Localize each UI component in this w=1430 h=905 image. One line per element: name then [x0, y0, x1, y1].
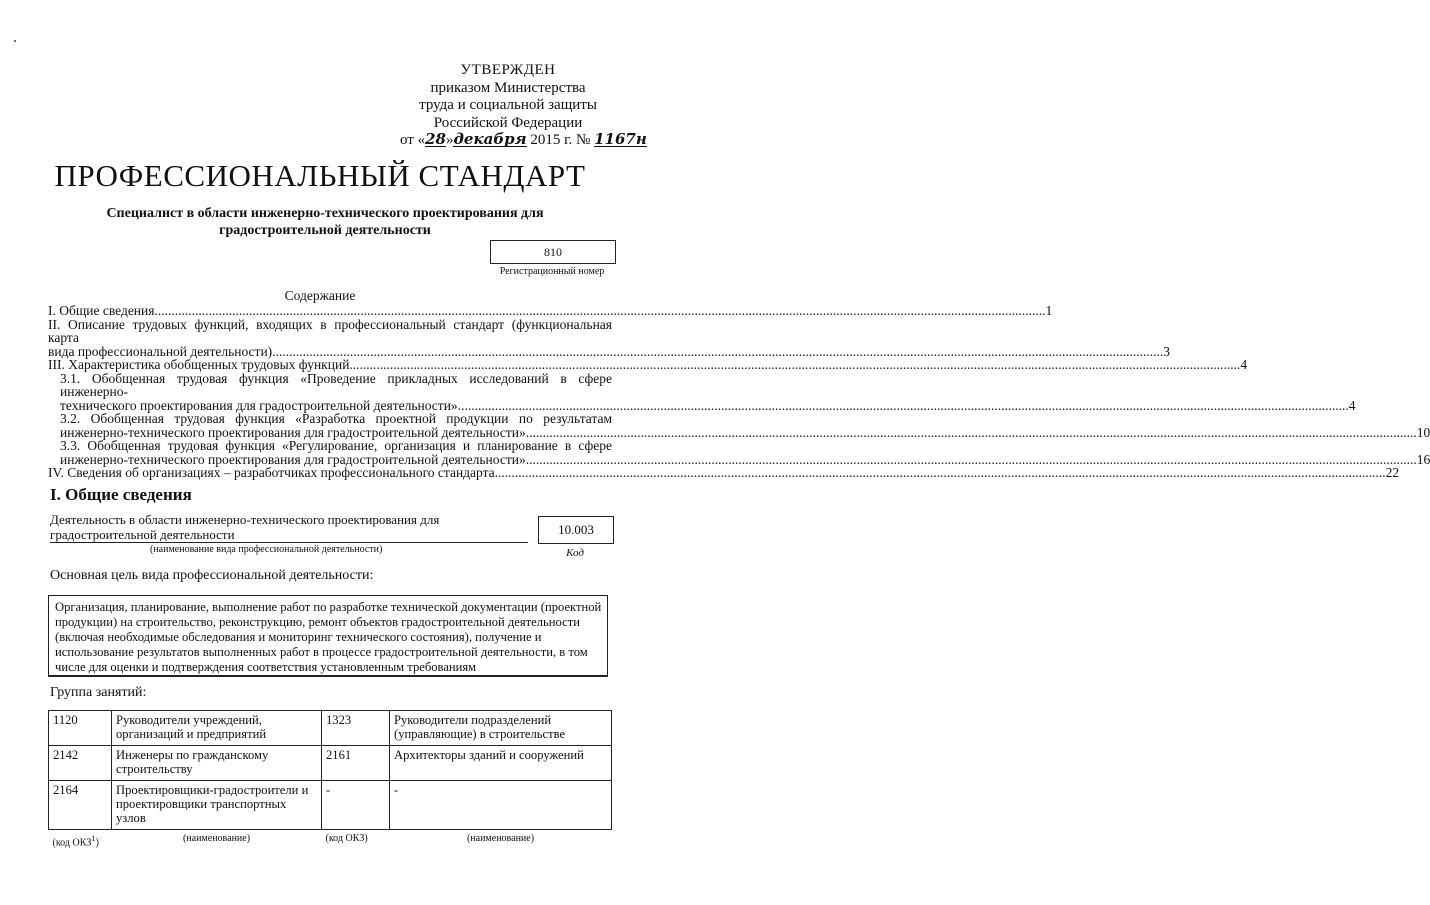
- toc-entry-text: IV. Сведения об организациях – разработчиках профессионального стандарта: [48, 465, 495, 480]
- subtitle-line-2: градостроительной деятельности: [219, 223, 431, 238]
- toc-entry-line1: 3.1. Обобщенная трудовая функция «Проведение прикладных исследований в сфере инженерно-: [60, 370, 612, 399]
- caption-text: (код ОКЗ: [52, 837, 92, 849]
- occupation-group-label: Группа занятий:: [50, 685, 147, 700]
- goal-label: Основная цель вида профессиональной деятельности:: [50, 568, 374, 583]
- occupation-table: [48, 710, 612, 854]
- toc-entry-text: инженерно-технического проектирования для градостроительной деятельности»: [60, 451, 526, 467]
- document-subtitle: [60, 205, 590, 239]
- toc-entry-text: технического проектирования для градостроительной деятельности»: [60, 397, 458, 413]
- order-from: от «: [400, 132, 426, 148]
- toc-heading: Содержание: [284, 288, 356, 303]
- okz-code-cell: 1120: [49, 711, 112, 746]
- toc-entry: [48, 397, 1356, 413]
- activity-code-box: 10.003: [538, 516, 614, 544]
- order-day: 28: [425, 130, 446, 148]
- toc-entry: [48, 424, 1430, 440]
- activity-name: [50, 512, 520, 542]
- activity-line-1: Деятельность в области инженерно-технического проектирования для: [50, 512, 440, 527]
- toc-entry: [48, 357, 1248, 372]
- caption-row: [49, 830, 612, 855]
- document-title: ПРОФЕССИОНАЛЬНЫЙ СТАНДАРТ: [54, 158, 586, 193]
- toc-entry: [48, 451, 1430, 467]
- caption-okz-code-2: (код ОКЗ): [322, 830, 390, 855]
- table-row: [49, 746, 612, 781]
- toc-entry-text: I. Общие сведения: [48, 303, 155, 318]
- subtitle-line-1: Специалист в области инженерно-технического проектирования для: [106, 206, 544, 221]
- toc-leader: [349, 358, 1240, 372]
- goal-text-box: Организация, планирование, выполнение работ по разработке технической документации (проектной продукции) на строительство, реконструкцию, ремонт объектов градостроительной деятельности (включая необходимые обследования и мониторинг технического состояния), получение и использование результатов выполненных работ в процессе градостроительной деятельности, в том числе для оценки и подтверждения соответствия установленным требованиям: [48, 595, 608, 677]
- occupation-name-cell: Руководители подразделений (управляющие) в строительстве: [390, 711, 612, 746]
- toc-leader: [526, 453, 1417, 467]
- approval-line-ministry: приказом Министерства: [430, 79, 586, 96]
- okz-code-cell: 2164: [49, 781, 112, 830]
- activity-caption: (наименование вида профессиональной деятельности): [150, 544, 383, 555]
- caption-name: (наименование): [112, 830, 322, 855]
- okz-code-cell: 2142: [49, 746, 112, 781]
- approval-block: [398, 62, 647, 150]
- toc-page: 4: [1348, 397, 1356, 413]
- order-year: 2015 г. №: [530, 132, 591, 148]
- order-number: 1167н: [594, 130, 647, 148]
- toc-entry-text: инженерно-технического проектирования для градостроительной деятельности»: [60, 424, 526, 440]
- occupation-name-cell: Проектировщики-градостроители и проектировщики транспортных узлов: [112, 781, 322, 830]
- activity-underline: [50, 542, 528, 543]
- toc-page: 4: [1240, 357, 1248, 372]
- toc-page: 10: [1416, 424, 1430, 440]
- approval-title: УТВЕРЖДЕН: [460, 62, 556, 78]
- toc-entry: [48, 465, 1400, 480]
- okz-code-cell: 2161: [322, 746, 390, 781]
- toc-leader: [272, 345, 1163, 359]
- toc-leader: [458, 399, 1349, 413]
- section-heading: I. Общие сведения: [50, 485, 192, 504]
- occupation-name-cell: Архитекторы зданий и сооружений: [390, 746, 612, 781]
- table-of-contents: [48, 303, 1430, 480]
- toc-entry-line1: 3.2. Обобщенная трудовая функция «Разработка проектной продукции по результатам: [60, 411, 612, 426]
- occupation-name-cell: Руководители учреждений, организаций и предприятий: [112, 711, 322, 746]
- toc-page: 22: [1385, 465, 1400, 480]
- caption-text: ): [95, 837, 99, 849]
- registration-number-box: 810: [490, 240, 616, 264]
- toc-page: 3: [1163, 343, 1170, 359]
- toc-page: 1: [1045, 303, 1053, 318]
- toc-leader: [526, 426, 1417, 440]
- occupation-name-cell: Инженеры по гражданскому строительству: [112, 746, 322, 781]
- activity-line-2: градостроительной деятельности: [50, 527, 235, 542]
- order-month: декабря: [453, 130, 527, 148]
- registration-number-label: Регистрационный номер: [499, 266, 605, 277]
- scan-speck: [14, 40, 16, 42]
- toc-entry: [48, 343, 1170, 359]
- toc-page: 16: [1416, 451, 1430, 467]
- toc-entry-text: вида профессиональной деятельности): [48, 343, 273, 359]
- footnote-mark: 1: [91, 834, 96, 843]
- toc-entry-line1: 3.3. Обобщенная трудовая функция «Регулирование, организация и планирование в сфере: [60, 438, 612, 453]
- caption-okz-code: [49, 830, 112, 855]
- occupation-name-cell: -: [390, 781, 612, 830]
- activity-code-caption: Код: [566, 547, 584, 559]
- okz-code-cell: 1323: [322, 711, 390, 746]
- toc-leader: [154, 304, 1045, 318]
- toc-entry: [48, 303, 1053, 318]
- caption-name-2: (наименование): [390, 830, 612, 855]
- toc-entry-line1: II. Описание трудовых функций, входящих в профессиональный стандарт (функциональная карта: [48, 316, 612, 345]
- table-row: [49, 781, 612, 830]
- order-quote: »: [445, 132, 454, 148]
- okz-code-cell: -: [322, 781, 390, 830]
- approval-line-federation: Российской Федерации: [433, 114, 583, 131]
- approval-line-labor: труда и социальной защиты: [419, 97, 597, 113]
- table-row: [49, 711, 612, 746]
- toc-entry-text: III. Характеристика обобщенных трудовых функций: [48, 357, 350, 372]
- toc-leader: [495, 466, 1386, 480]
- approval-order-line: [398, 130, 647, 150]
